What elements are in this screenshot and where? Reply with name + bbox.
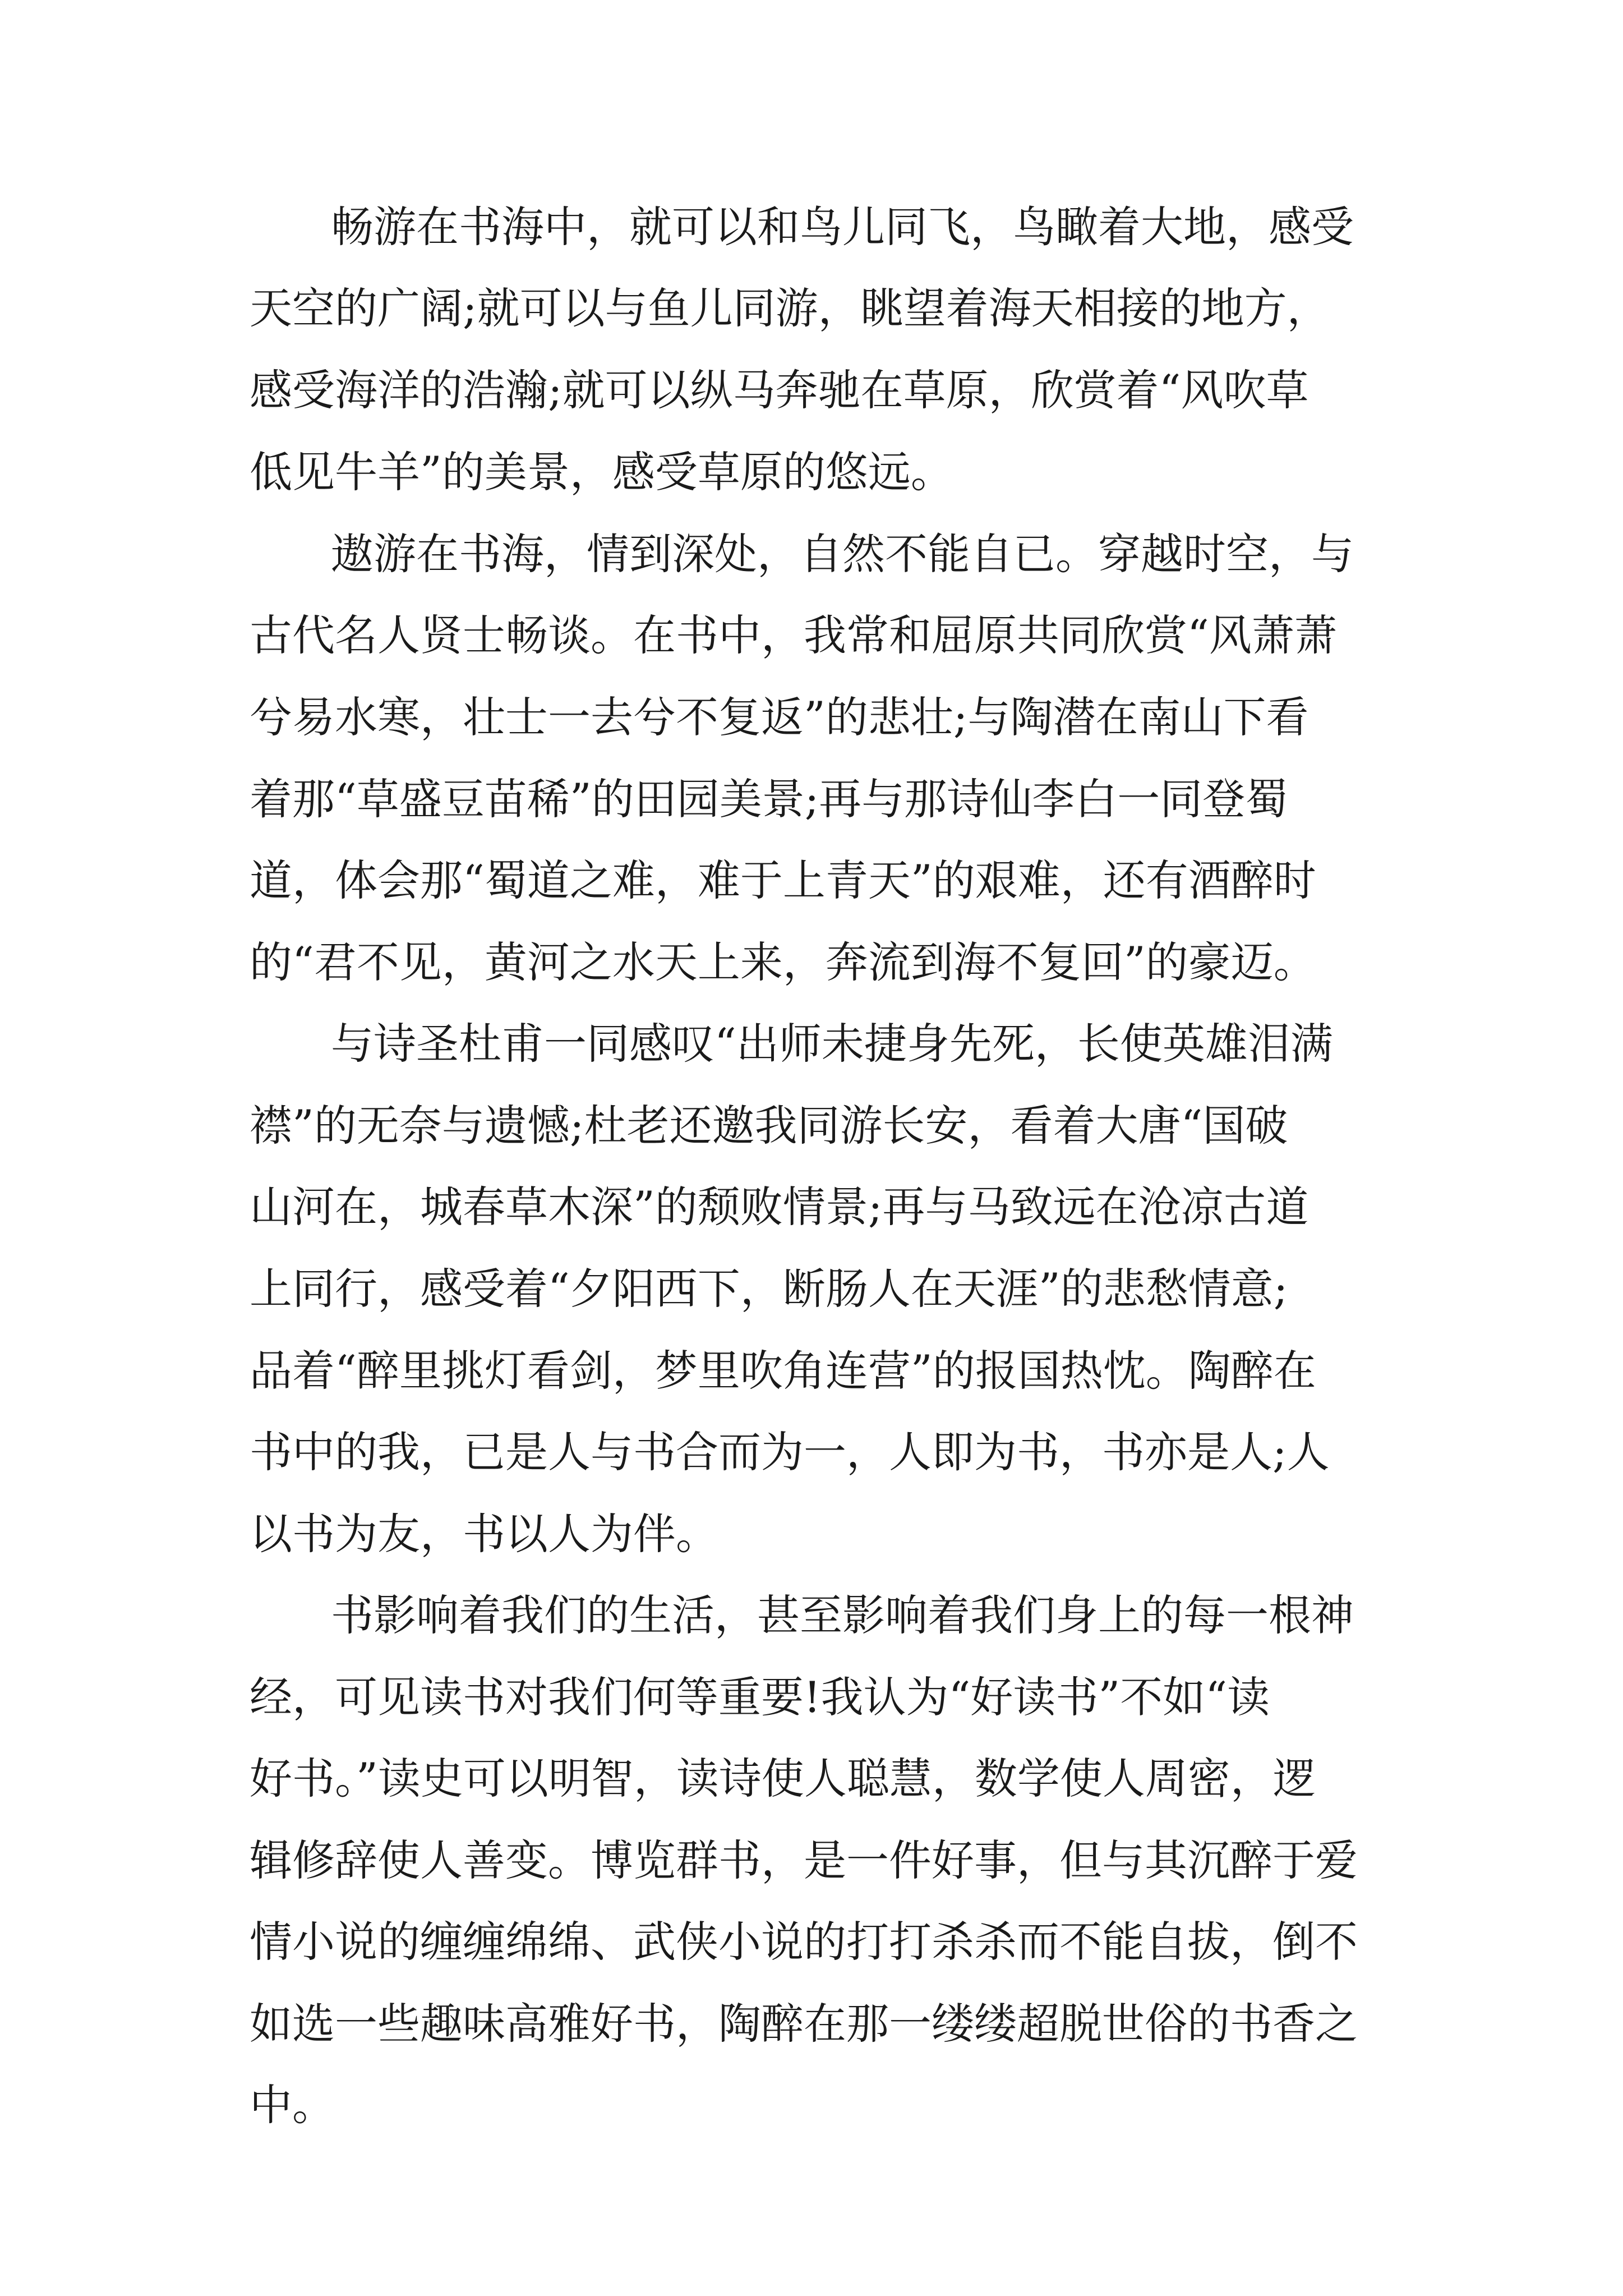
paragraph-1-line-4: 低见牛羊”的美景，感受草原的悠远。 [250,447,953,497]
paragraph-2-line-6: 的“君不见，黄河之水天上来，奔流到海不复回”的豪迈。 [250,937,1316,987]
paragraph-3-line-4: 上同行，感受着“夕阳西下，断肠人在天涯”的悲愁情意; [250,1264,1288,1314]
paragraph-1-line-3: 感受海洋的浩瀚;就可以纵马奔驰在草原，欣赏着“风吹草 [250,365,1309,415]
paragraph-3-line-1: 与诗圣杜甫一同感叹“出师未捷身先死，长使英雄泪满 [331,1019,1333,1069]
paragraph-2-line-4: 着那“草盛豆苗稀”的田园美景;再与那诗仙李白一同登蜀 [250,774,1288,824]
paragraph-2-line-3: 兮易水寒，壮士一去兮不复返”的悲壮;与陶潜在南山下看 [250,692,1309,742]
paragraph-1-line-2: 天空的广阔;就可以与鱼儿同游，眺望着海天相接的地方， [250,283,1330,333]
paragraph-4-line-1: 书影响着我们的生活，甚至影响着我们身上的每一根神 [331,1590,1354,1640]
paragraph-3-line-6: 书中的我，已是人与书合而为一，人即为书，书亦是人;人 [250,1427,1330,1477]
paragraph-4-line-6: 如选一些趣味高雅好书，陶醉在那一缕缕超脱世俗的书香之 [250,1999,1358,2049]
paragraph-2-line-5: 道，体会那“蜀道之难，难于上青天”的艰难，还有酒醉时 [250,855,1316,905]
paragraph-3-line-3: 山河在，城春草木深”的颓败情景;再与马致远在沧凉古道 [250,1182,1309,1232]
paragraph-4-line-5: 情小说的缠缠绵绵、武侠小说的打打杀杀而不能自拔，倒不 [250,1917,1358,1967]
paragraph-3-line-2: 襟”的无奈与遗憾;杜老还邀我同游长安，看着大唐“国破 [250,1101,1288,1151]
paragraph-4-line-7: 中。 [250,2080,335,2130]
paragraph-2-line-1: 遨游在书海，情到深处，自然不能自已。穿越时空，与 [331,529,1354,579]
paragraph-3-line-5: 品着“醉里挑灯看剑，梦里吹角连营”的报国热忱。陶醉在 [250,1346,1316,1396]
paragraph-3-line-7: 以书为友，书以人为伴。 [250,1509,718,1559]
paragraph-2-line-2: 古代名人贤士畅谈。在书中，我常和屈原共同欣赏“风萧萧 [250,610,1337,660]
paragraph-1-line-1: 畅游在书海中，就可以和鸟儿同飞，鸟瞰着大地，感受 [331,202,1354,252]
paragraph-4-line-2: 经，可见读书对我们何等重要!我认为“好读书”不如“读 [250,1672,1270,1722]
paragraph-4-line-3: 好书。”读史可以明智，读诗使人聪慧，数学使人周密，逻 [250,1754,1316,1803]
paragraph-4-line-4: 辑修辞使人善变。博览群书，是一件好事，但与其沉醉于爱 [250,1835,1358,1885]
